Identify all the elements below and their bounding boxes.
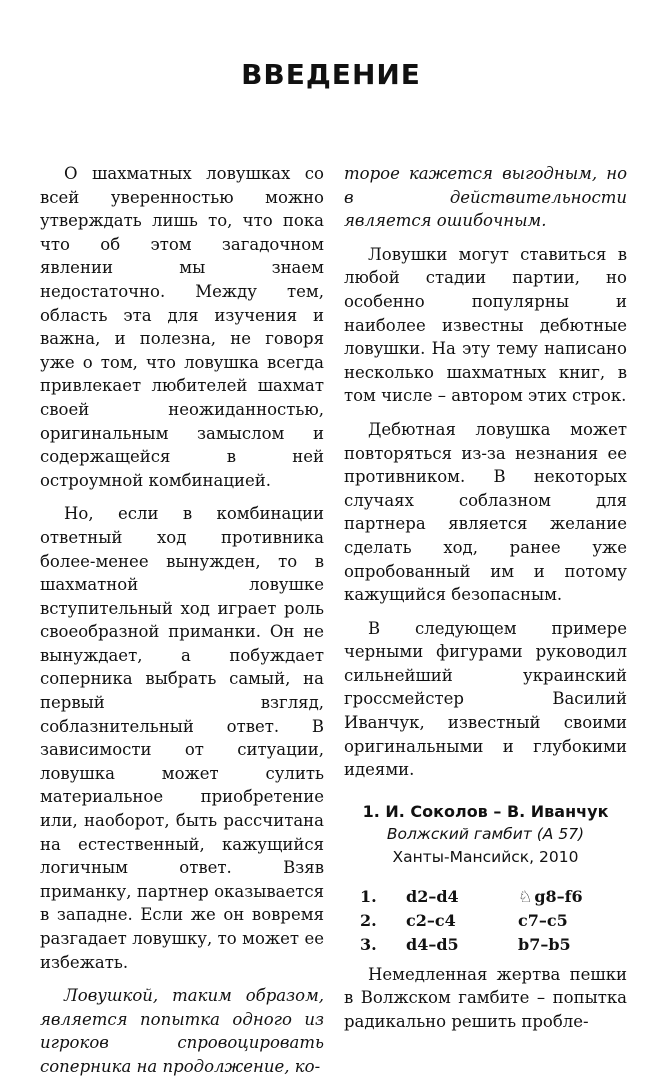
paragraph-stages: Ловушки могут ставиться в любой стадии партии, но особенно популярны и наиболее известны дебютные ловушки. На эту тему написано несколько шахматных книг, в том числе – автором этих строк. bbox=[344, 244, 627, 406]
italic-definition-start: Ловушкой, таким образом, является попытка одного из игроков спровоцировать соперника на продолжение, ко- bbox=[40, 986, 324, 1076]
right-column bbox=[344, 162, 627, 1044]
game-opening-text: Волжский гамбит (А 57) bbox=[386, 824, 585, 843]
move-number: 1. bbox=[360, 887, 377, 907]
black-move: g8–f6 bbox=[534, 887, 583, 907]
move-row bbox=[360, 909, 618, 933]
moves-table bbox=[360, 885, 618, 957]
paragraph-definition-end bbox=[344, 162, 627, 233]
paragraph-definition-start bbox=[40, 984, 324, 1078]
white-move: c2–c4 bbox=[406, 911, 456, 931]
black-move: c7–c5 bbox=[518, 911, 568, 931]
move-number: 3. bbox=[360, 935, 377, 955]
white-move: d2–d4 bbox=[406, 887, 459, 907]
paragraph-combination: Но, если в комбинации ответный ход противника более-менее вынужден, то в шахматной ловушке вступительный ход играет роль своеобразной приманки. Он не вынуждает, а побуждает соперника выбрать самый, на первый взгляд, соблазнительный ответ. В зависимости от ситуации, ловушка может сулить материальное приобретение или, наоборот, быть рассчитана на естественный, кажущийся логичным ответ. Взяв приманку, партнер оказывается в западне. Если же он вовремя разгадает ловушку, то может ее избежать. bbox=[40, 504, 324, 972]
paragraph-example: В следующем примере черными фигурами руководил сильнейший украинский гроссмейстер Василий Иванчук, известный своими оригинальными и глубокими идеями. bbox=[344, 618, 627, 780]
left-column bbox=[40, 162, 324, 1089]
black-move-cell bbox=[518, 933, 618, 957]
game-title: 1. И. Соколов – В. Иванчук bbox=[362, 801, 609, 821]
paragraph-intro: О шахматных ловушках со всей уверенностью можно утверждать лишь то, что пока что об этом загадочном явлении мы знаем недостаточно. Между тем, область эта для изучения и важна, и полезна, не говоря уже о том, что ловушка всегда привлекает любителей шахмат своей неожиданностью, оригинальным замыслом и содержащейся в ней остроумной комбинацией. bbox=[40, 164, 324, 490]
game-header bbox=[344, 800, 627, 869]
black-move: b7–b5 bbox=[518, 935, 571, 955]
page-title: ВВЕДЕНИЕ bbox=[241, 58, 421, 91]
paragraph-volga-gambit: Немедленная жертва пешки в Волжском гамбите – попытка радикально решить пробле- bbox=[344, 964, 627, 1032]
move-row bbox=[360, 885, 618, 909]
knight-icon: ♘ bbox=[518, 887, 533, 907]
game-opening bbox=[344, 823, 627, 846]
game-place: Ханты-Мансийск, 2010 bbox=[392, 847, 579, 866]
paragraph-opening-trap: Дебютная ловушка может повторяться из-за незнания ее противником. В некоторых случаях соблазном для партнера является желание сделать ход, ранее уже опробованный им и потому кажущийся безопасным. bbox=[344, 419, 627, 605]
move-row bbox=[360, 933, 618, 957]
black-move-cell bbox=[518, 885, 618, 909]
move-number: 2. bbox=[360, 911, 377, 931]
italic-definition-end: торое кажется выгодным, но в действительности является ошибочным. bbox=[344, 164, 627, 231]
black-move-cell bbox=[518, 909, 618, 933]
white-move: d4–d5 bbox=[406, 935, 459, 955]
